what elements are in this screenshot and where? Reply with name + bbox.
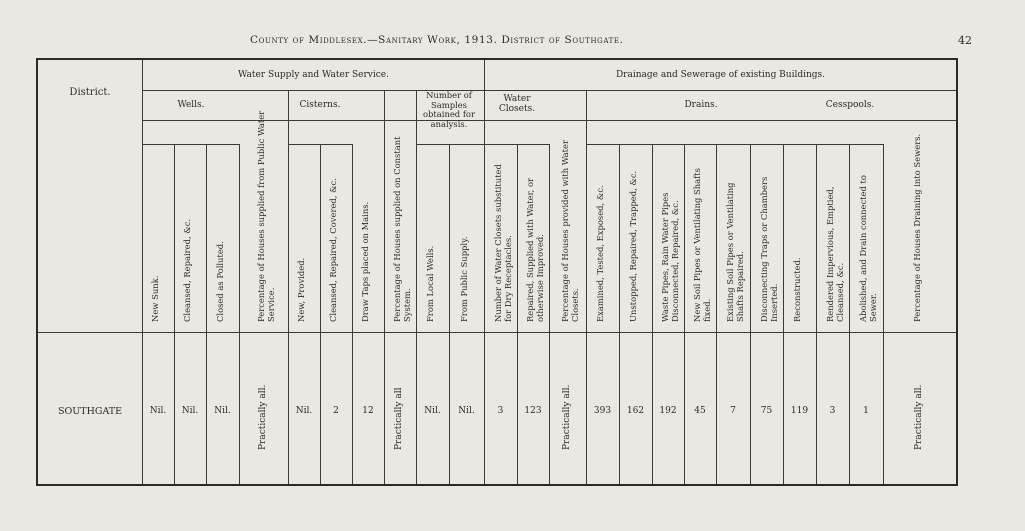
- drainage-header: Drainage and Sewerage of existing Buildings.: [615, 70, 826, 80]
- column-header-5: New, Provided.: [296, 257, 306, 322]
- rule-column: [883, 144, 884, 484]
- rule-column: [352, 144, 353, 484]
- value-cell-8: Practically all: [394, 387, 404, 450]
- value-cell-20: 119: [790, 406, 809, 416]
- rule-top-group: [142, 90, 956, 91]
- column-header-9: From Local Wells.: [424, 245, 435, 322]
- column-header-21: Rendered Impervious, Emptied, Cleansed, &c.: [824, 186, 845, 322]
- value-cell-10: Nil.: [458, 406, 475, 416]
- column-header-22: Abolished, and Drain connected to Sewer.: [858, 175, 878, 322]
- rule-column: [684, 144, 685, 484]
- column-header-16: Waste Pipes, Rain Water Pipes Disconnected, Repaired, &c.: [660, 192, 680, 322]
- rule-column: [549, 144, 550, 484]
- sanitary-work-table: [36, 58, 958, 486]
- column-header-23: Percentage of Houses Draining into Sewers.: [911, 133, 922, 322]
- value-cell-14: 393: [593, 406, 612, 416]
- rule-column-top: [586, 144, 816, 145]
- value-cell-11: 3: [497, 406, 504, 416]
- value-cell-4: Practically all.: [257, 384, 268, 450]
- rule-column: [750, 144, 751, 484]
- column-header-3: Closed as Polluted.: [214, 241, 225, 322]
- column-header-18: Existing Soil Pipes or Ventilating Shafts Repaired.: [725, 182, 745, 322]
- page-number: 42: [958, 34, 972, 47]
- column-header-14: Examined, Tested, Exposed, &c.: [594, 185, 605, 322]
- rule-column-top: [416, 144, 484, 145]
- column-header-12: Repaired, Supplied with Water, or otherwise Improved.: [525, 177, 545, 322]
- value-cell-23: Practically all.: [913, 384, 924, 450]
- rule-column: [239, 144, 240, 484]
- value-cell-2: Nil.: [181, 406, 199, 416]
- rule-column: [849, 144, 850, 484]
- rule-column: [816, 144, 817, 484]
- column-header-15: Unstopped, Repaired, Trapped, &c.: [627, 170, 638, 322]
- rule-column: [783, 144, 784, 484]
- value-cell-17: 45: [694, 406, 706, 416]
- column-header-2: Cleansed, Repaired, &c.: [182, 218, 192, 322]
- rule-district: [142, 60, 143, 484]
- value-cell-9: Nil.: [424, 406, 441, 416]
- rule-column: [320, 144, 321, 484]
- column-header-20: Reconstructed.: [791, 257, 802, 322]
- rule-column: [716, 144, 717, 484]
- page-header: [0, 34, 1025, 50]
- value-cell-12: 123: [524, 406, 542, 416]
- value-cell-16: 192: [659, 406, 677, 416]
- column-header-19: Disconnecting Traps or Chambers Inserted.: [758, 176, 779, 322]
- column-header-10: From Public Supply.: [458, 236, 469, 322]
- column-header-8: Percentage of Houses supplied on Constant System.: [392, 136, 412, 322]
- value-cell-15: 162: [626, 406, 645, 416]
- rule-column: [206, 144, 207, 484]
- rule-column: [416, 90, 417, 484]
- value-cell-5: Nil.: [295, 406, 313, 416]
- rule-column: [174, 144, 175, 484]
- column-header-6: Cleansed, Repaired, Covered, &c.: [328, 178, 338, 322]
- rule-column: [288, 90, 289, 484]
- drains-header: Drains.: [684, 100, 718, 110]
- rule-column: [586, 90, 587, 484]
- district-name-cell: SOUTHGATE: [57, 406, 123, 417]
- cisterns-header: Cisterns.: [299, 100, 341, 110]
- water-supply-header: Water Supply and Water Service.: [238, 70, 389, 80]
- samples-header: Number of Samples obtained for analysis.: [423, 90, 475, 129]
- column-header-4: Percentage of Houses supplied from Public Water Service.: [255, 110, 276, 322]
- district-header: District.: [69, 87, 111, 98]
- value-cell-18: 7: [730, 406, 736, 416]
- value-cell-22: 1: [863, 406, 869, 416]
- value-cell-6: 2: [333, 406, 339, 416]
- value-cell-13: Practically all.: [561, 384, 572, 450]
- wells-header: Wells.: [177, 100, 205, 110]
- rule-column: [484, 144, 485, 484]
- page-title: County of Middlesex.—Sanitary Work, 1913. District of Southgate.: [250, 34, 624, 46]
- rule-column: [517, 144, 518, 484]
- value-cell-3: Nil.: [214, 406, 231, 416]
- water-closets-header: Water Closets.: [498, 94, 536, 114]
- column-header-13: Percentage of Houses provided with Water Closets.: [559, 140, 580, 322]
- value-cell-7: 12: [362, 406, 374, 416]
- rule-column-top: [142, 144, 239, 145]
- column-header-17: New Soil Pipes or Ventilating Shafts fixed.: [692, 168, 712, 322]
- value-cell-21: 3: [829, 406, 836, 416]
- rule-column: [384, 90, 385, 484]
- value-cell-19: 75: [760, 406, 773, 416]
- column-header-1: New Sunk.: [150, 275, 160, 322]
- column-header-11: Number of Water Closets substituted for Dry Receptacles.: [492, 164, 513, 322]
- column-header-7: Draw Taps placed on Mains.: [360, 201, 370, 322]
- rule-column: [652, 144, 653, 484]
- rule-column: [449, 144, 450, 484]
- rule-column: [619, 144, 620, 484]
- cesspools-header: Cesspools.: [825, 100, 875, 110]
- value-cell-1: Nil.: [149, 406, 167, 416]
- rule-body: [38, 332, 956, 333]
